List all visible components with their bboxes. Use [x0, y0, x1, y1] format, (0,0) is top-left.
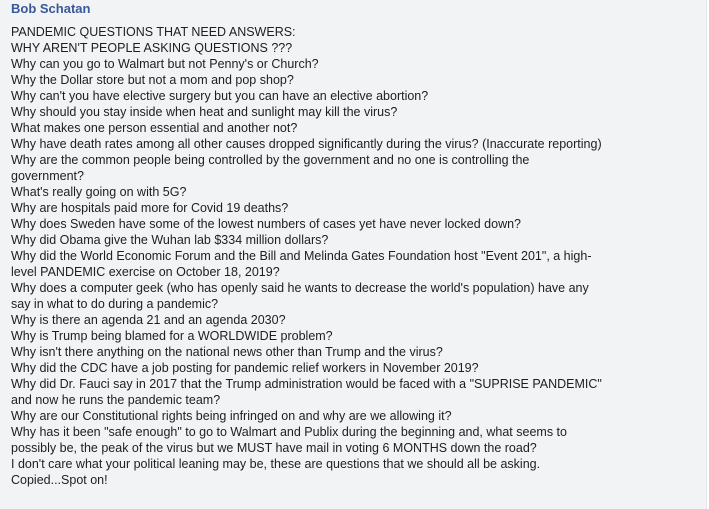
post-line: Why the Dollar store but not a mom and pop shop? [11, 73, 294, 87]
post-line: Why has it been "safe enough" to go to Walmart and Publix during the beginning and, what seems to possibly be, the peak of the virus but we MUST have mail in voting 6 MONTHS down the road? [11, 425, 567, 455]
post-line: Why is Trump being blamed for a WORLDWIDE problem? [11, 329, 333, 343]
post-line: Why is there an agenda 21 and an agenda 2030? [11, 313, 286, 327]
post-line: Why have death rates among all other causes dropped significantly during the virus? (Inaccurate reporting) [11, 137, 602, 151]
post-line: Why are our Constitutional rights being infringed on and why are we allowing it? [11, 409, 452, 423]
post-line: Why can't you have elective surgery but you can have an elective abortion? [11, 89, 429, 103]
post-line: Why does Sweden have some of the lowest numbers of cases yet have never locked down? [11, 217, 522, 231]
post-line: What makes one person essential and another not? [11, 121, 298, 135]
post-line: Why isn't there anything on the national news other than Trump and the virus? [11, 345, 443, 359]
post-line: Why does a computer geek (who has openly said he wants to decrease the world's population) have any say in what to do during a pandemic? [11, 281, 589, 311]
post-line: Why did the World Economic Forum and the Bill and Melinda Gates Foundation host "Event 201", a high-level PANDEMIC exercise on October 18, 2019? [11, 249, 592, 279]
post-line: I don't care what your political leaning may be, these are questions that we should all be asking. [11, 457, 541, 471]
author-name-link[interactable]: Bob Schatan [11, 1, 91, 16]
post-line: What's really going on with 5G? [11, 185, 187, 199]
post-line: Copied...Spot on! [11, 473, 108, 487]
post-line: Why did the CDC have a job posting for pandemic relief workers in November 2019? [11, 361, 479, 375]
post-line: Why did Dr. Fauci say in 2017 that the Trump administration would be faced with a "SUPRISE PANDEMIC" and now he runs the pandemic team? [11, 377, 602, 407]
post-line: Why are the common people being controlled by the government and no one is controlling the government? [11, 153, 530, 183]
post-line: PANDEMIC QUESTIONS THAT NEED ANSWERS: [11, 25, 296, 39]
post-line: Why should you stay inside when heat and sunlight may kill the virus? [11, 105, 398, 119]
post-line: Why are hospitals paid more for Covid 19 deaths? [11, 201, 289, 215]
post-text [11, 24, 605, 488]
post-line: Why did Obama give the Wuhan lab $334 million dollars? [11, 233, 329, 247]
post-line: WHY AREN'T PEOPLE ASKING QUESTIONS ??? [11, 41, 293, 55]
post-line: Why can you go to Walmart but not Penny's or Church? [11, 57, 319, 71]
